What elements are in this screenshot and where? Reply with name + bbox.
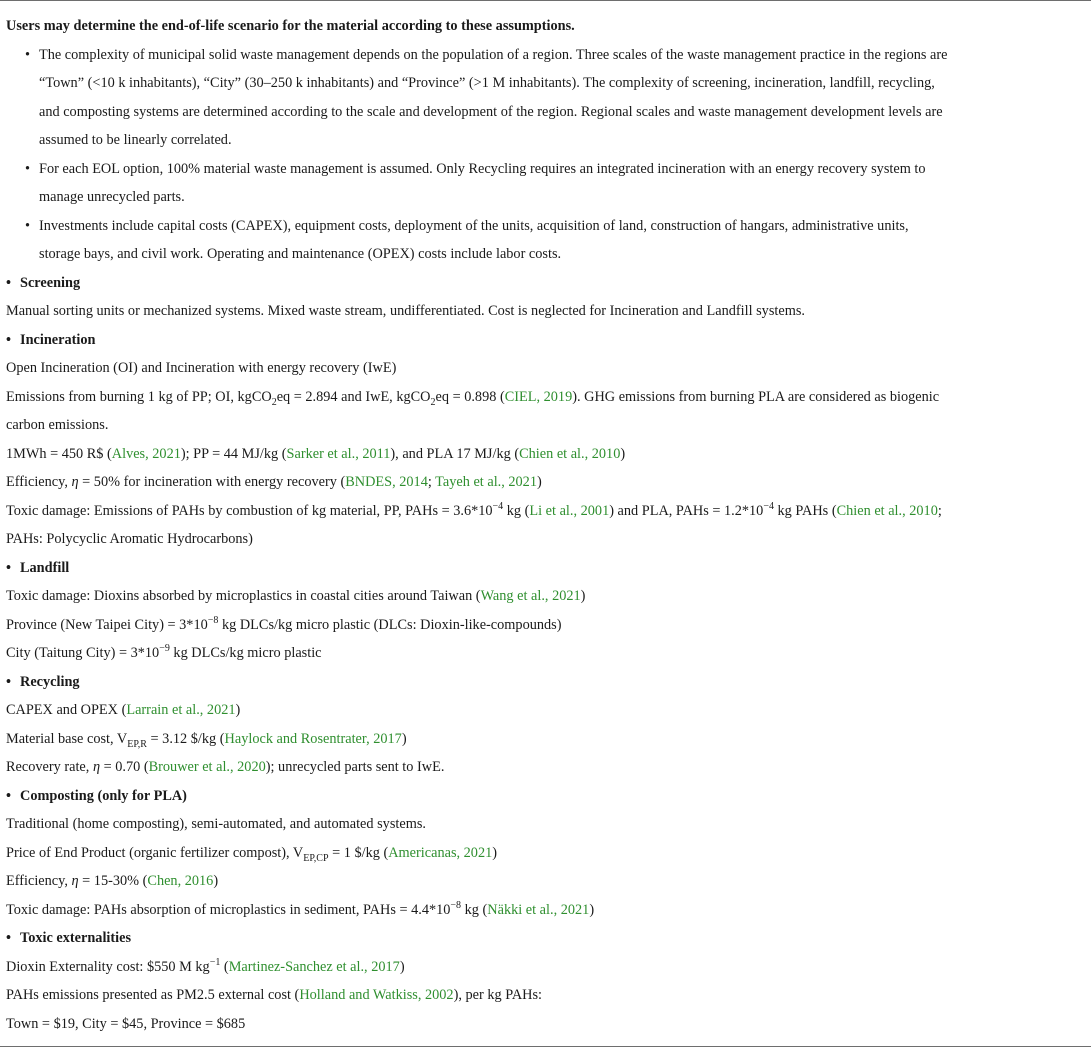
citation-link[interactable]: Chen, 2016: [147, 873, 214, 889]
section-heading-screening: • Screening: [6, 269, 1085, 298]
citation-link[interactable]: Wang et al., 2021: [480, 588, 581, 604]
bullet-icon: •: [6, 930, 12, 946]
citation-link[interactable]: Haylock and Rosentrater, 2017: [224, 730, 402, 747]
citation-link[interactable]: CIEL, 2019: [504, 388, 573, 405]
citation-link[interactable]: Holland and Watkiss, 2002: [299, 987, 454, 1003]
incineration-line: Toxic damage: Emissions of PAHs by combustion of kg material, PP, PAHs = $3.6*10^{-4}$ kg (Li et al., 2001) and PLA, PAHs = $1.2*10^{-4}$ kg PAHs (Chien et al., 2010;: [6, 500, 942, 519]
top-rule: [0, 0, 1091, 1]
section-heading-composting: • Composting (only for PLA): [6, 782, 1085, 811]
toxic-line: Dioxin Externality cost: $550 M $kg^{-1}$ (Martinez-Sanchez et al., 2017): [6, 956, 405, 975]
citation-link[interactable]: Chien et al., 2010: [519, 445, 621, 462]
bullet-icon: •: [6, 274, 12, 291]
assumption-item: • The complexity of municipal solid waste management depends on the population of a region. Three scales of the waste management practice in the regions are “Town” (<10 k inhabitants), “City” (30–250 k inhabitants) and “Province” (>1 M inhabitants). The complexity of screening, incineration, landfill, recycling, and composting systems are determined according to the scale and development of the region. Regional scales and waste management development levels are assumed to be linearly correlated.: [6, 41, 1085, 155]
bullet-icon: •: [6, 673, 12, 690]
bullet-icon: •: [25, 217, 31, 234]
bottom-rule: [0, 1046, 1091, 1047]
landfill-line: Toxic damage: Dioxins absorbed by microplastics in coastal cities around Taiwan (Wang et al., 2021): [6, 588, 586, 604]
toxic-line: Town = $19, City = $45, Province = $685: [6, 1015, 246, 1032]
bullet-icon: •: [6, 559, 12, 576]
recycling-line: Material base cost, $V_{EP,R} = 3.12$ $/kg (Haylock and Rosentrater, 2017): [6, 730, 407, 750]
assumption-item: • For each EOL option, 100% material waste management is assumed. Only Recycling requires an integrated incineration with an energy recovery system to manage unrecycled parts.: [6, 155, 1085, 212]
toxic-line: PAHs emissions presented as PM2.5 external cost (Holland and Watkiss, 2002), per kg PAHs:: [6, 987, 543, 1003]
section-heading-toxic: • Toxic externalities: [6, 924, 1085, 953]
citation-link[interactable]: Sarker et al., 2011: [286, 445, 391, 462]
incineration-line: Efficiency, η = 50% for incineration with energy recovery (BNDES, 2014; Tayeh et al., 2021): [6, 474, 542, 490]
recycling-line: CAPEX and OPEX (Larrain et al., 2021): [6, 702, 241, 718]
citation-link[interactable]: Martinez-Sanchez et al., 2017: [228, 958, 400, 975]
landfill-line: Province (New Taipei City) = $3*10^{-8}$ kg DLCs/kg micro plastic (DLCs: Dioxin-like-compounds): [6, 614, 562, 633]
bullet-icon: •: [6, 787, 12, 804]
citation-link[interactable]: Brouwer et al., 2020: [148, 759, 266, 775]
composting-line: Toxic damage: PAHs absorption of microplastics in sediment, PAHs = $4.4*10^{-8}$ kg (Näkki et al., 2021): [6, 899, 595, 918]
assumption-item: • Investments include capital costs (CAPEX), equipment costs, deployment of the units, acquisition of land, construction of hangars, administrative units, storage bays, and civil work. Operating and maintenance (OPEX) costs include labor costs.: [6, 212, 1085, 269]
citation-link[interactable]: BNDES, 2014: [345, 474, 428, 490]
incineration-line: Emissions from burning 1 kg of PP; OI, kgCO$_2$eq = 2.894 and IwE, kgCO$_2$eq = 0.898 (CIEL, 2019). GHG emissions from burning PLA are considered as biogenic: [6, 388, 940, 408]
intro-text: Users may determine the end-of-life scenario for the material according to these assumptions.: [6, 18, 575, 34]
composting-line: Traditional (home composting), semi-automated, and automated systems.: [6, 816, 426, 832]
composting-line: Efficiency, η = 15-30% (Chen, 2016): [6, 873, 219, 889]
landfill-line: City (Taitung City) = $3*10^{-9}$ kg DLCs/kg micro plastic: [6, 643, 322, 661]
citation-link[interactable]: Näkki et al., 2021: [487, 901, 590, 918]
citation-link[interactable]: Americanas, 2021: [388, 844, 493, 861]
citation-link[interactable]: Alves, 2021: [111, 445, 181, 462]
incineration-line: carbon emissions.: [6, 417, 109, 433]
citation-link[interactable]: Chien et al., 2010: [836, 502, 938, 519]
section-heading-recycling: • Recycling: [6, 668, 1085, 697]
section-heading-incineration: • Incineration: [6, 326, 1085, 355]
incineration-line: 1MWh = 450 R$ (Alves, 2021); PP = 44 MJ/kg (Sarker et al., 2011), and PLA 17 MJ/kg (Chien et al., 2010): [6, 445, 626, 462]
citation-link[interactable]: Larrain et al., 2021: [126, 702, 236, 718]
citation-link[interactable]: Tayeh et al., 2021: [435, 474, 537, 490]
incineration-line: Open Incineration (OI) and Incineration with energy recovery (IwE): [6, 360, 397, 376]
bullet-icon: •: [6, 331, 12, 348]
bullet-icon: •: [25, 160, 31, 177]
citation-link[interactable]: Li et al., 2001: [529, 502, 610, 519]
screening-text: Manual sorting units or mechanized systems. Mixed waste stream, undifferentiated. Cost is neglected for Incineration and Landfill systems.: [6, 303, 805, 319]
bullet-icon: •: [25, 46, 31, 63]
recycling-line: Recovery rate, η = 0.70 (Brouwer et al., 2020); unrecycled parts sent to IwE.: [6, 759, 445, 775]
incineration-line: PAHs: Polycyclic Aromatic Hydrocarbons): [6, 531, 253, 547]
composting-line: Price of End Product (organic fertilizer compost), $V_{EP,CP} = 1$ $/kg (Americanas, 2021): [6, 844, 498, 864]
section-heading-landfill: • Landfill: [6, 554, 1085, 583]
